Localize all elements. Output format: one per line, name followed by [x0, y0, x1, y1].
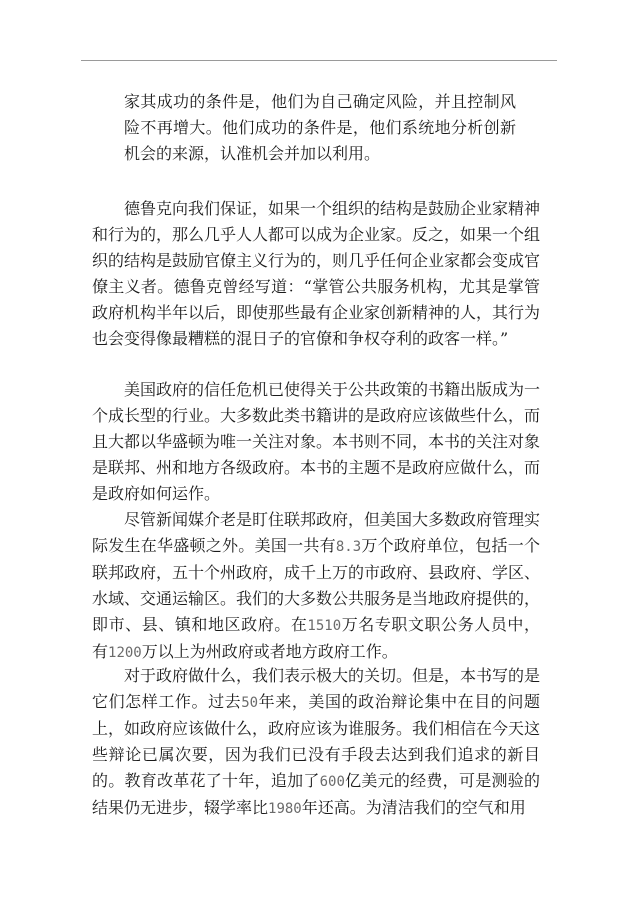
paragraph-4-text-3: 万名专职文职公务人员中，有 [92, 615, 540, 661]
number-funding: 600 [319, 774, 345, 790]
number-civil-servants: 1510 [307, 618, 342, 634]
paragraph-4-text-2: 万个政府单位，包括一个联邦政府，五十个州政府，成千上万的市政府、县政府、学区、水域、交通运输区。我们的大多数公共服务是当地政府提供的，即市、县、镇和地区政府。在 [92, 536, 541, 634]
paragraph-4 [92, 507, 540, 666]
paragraph-5-text-4: 年还高。为清洁我们的空气和用 [301, 798, 526, 817]
number-government-units: 8.3 [335, 539, 362, 555]
paragraph-5-text-2: 年来，美国的政治辩论集中在目的问题上，如政府应该做什么，政府应该为谁服务。我们相信在今天这些辩论已属次要，因为我们已没有手段去达到我们追求的新目的。教育改革花了十年，追加了 [92, 692, 541, 790]
paragraph-5-text-1: 对于政府做什么，我们表示极大的关切。但是，本书写的是它们怎样工作。过去 [92, 666, 541, 711]
paragraph-4-text-4: 万以上为州政府或者地方政府工作。 [141, 642, 398, 661]
paragraph-4-text-1: 尽管新闻媒介老是盯住联邦政府，但美国大多数政府管理实际发生在华盛顿之外。美国一共有 [92, 510, 541, 555]
paragraph-5 [92, 663, 540, 822]
number-year-1980: 1980 [268, 801, 302, 817]
paragraph-2: 德鲁克向我们保证，如果一个组织的结构是鼓励企业家精神和行为的，那么几乎人人都可以成为企业家。反之，如果一个组织的结构是鼓励官僚主义行为的，则几乎任何企业家都会变成官僚主义者。德鲁克曾经写道：“掌管公共服务机构，尤其是掌管政府机构半年以后，即使那些最有企业家创新精神的人，其行为也会变得像最糟糕的混日子的官僚和争权夺利的政客一样。” [92, 199, 541, 348]
number-state-local-workers: 1200 [108, 645, 142, 661]
number-years: 50 [241, 695, 259, 711]
paragraph-3: 美国政府的信任危机已使得关于公共政策的书籍出版成为一个成长型的行业。大多数此类书籍讲的是政府应该做些什么，而且大都以华盛顿为唯一关注对象。本书则不同，本书的关注对象是联邦、州和地方各级政府。本书的主题不是政府应做什么，而是政府如何运作。 [92, 380, 541, 503]
header-rule [81, 60, 557, 61]
paragraph-5-text-3: 亿美元的经费，可是测验的结果仍无进步，辍学率比 [92, 771, 540, 817]
paragraph-1: 家其成功的条件是，他们为自己确定风险，并且控制风险不再增大。他们成功的条件是，他们系统地分析创新机会的来源，认准机会并加以利用。 [124, 92, 516, 163]
